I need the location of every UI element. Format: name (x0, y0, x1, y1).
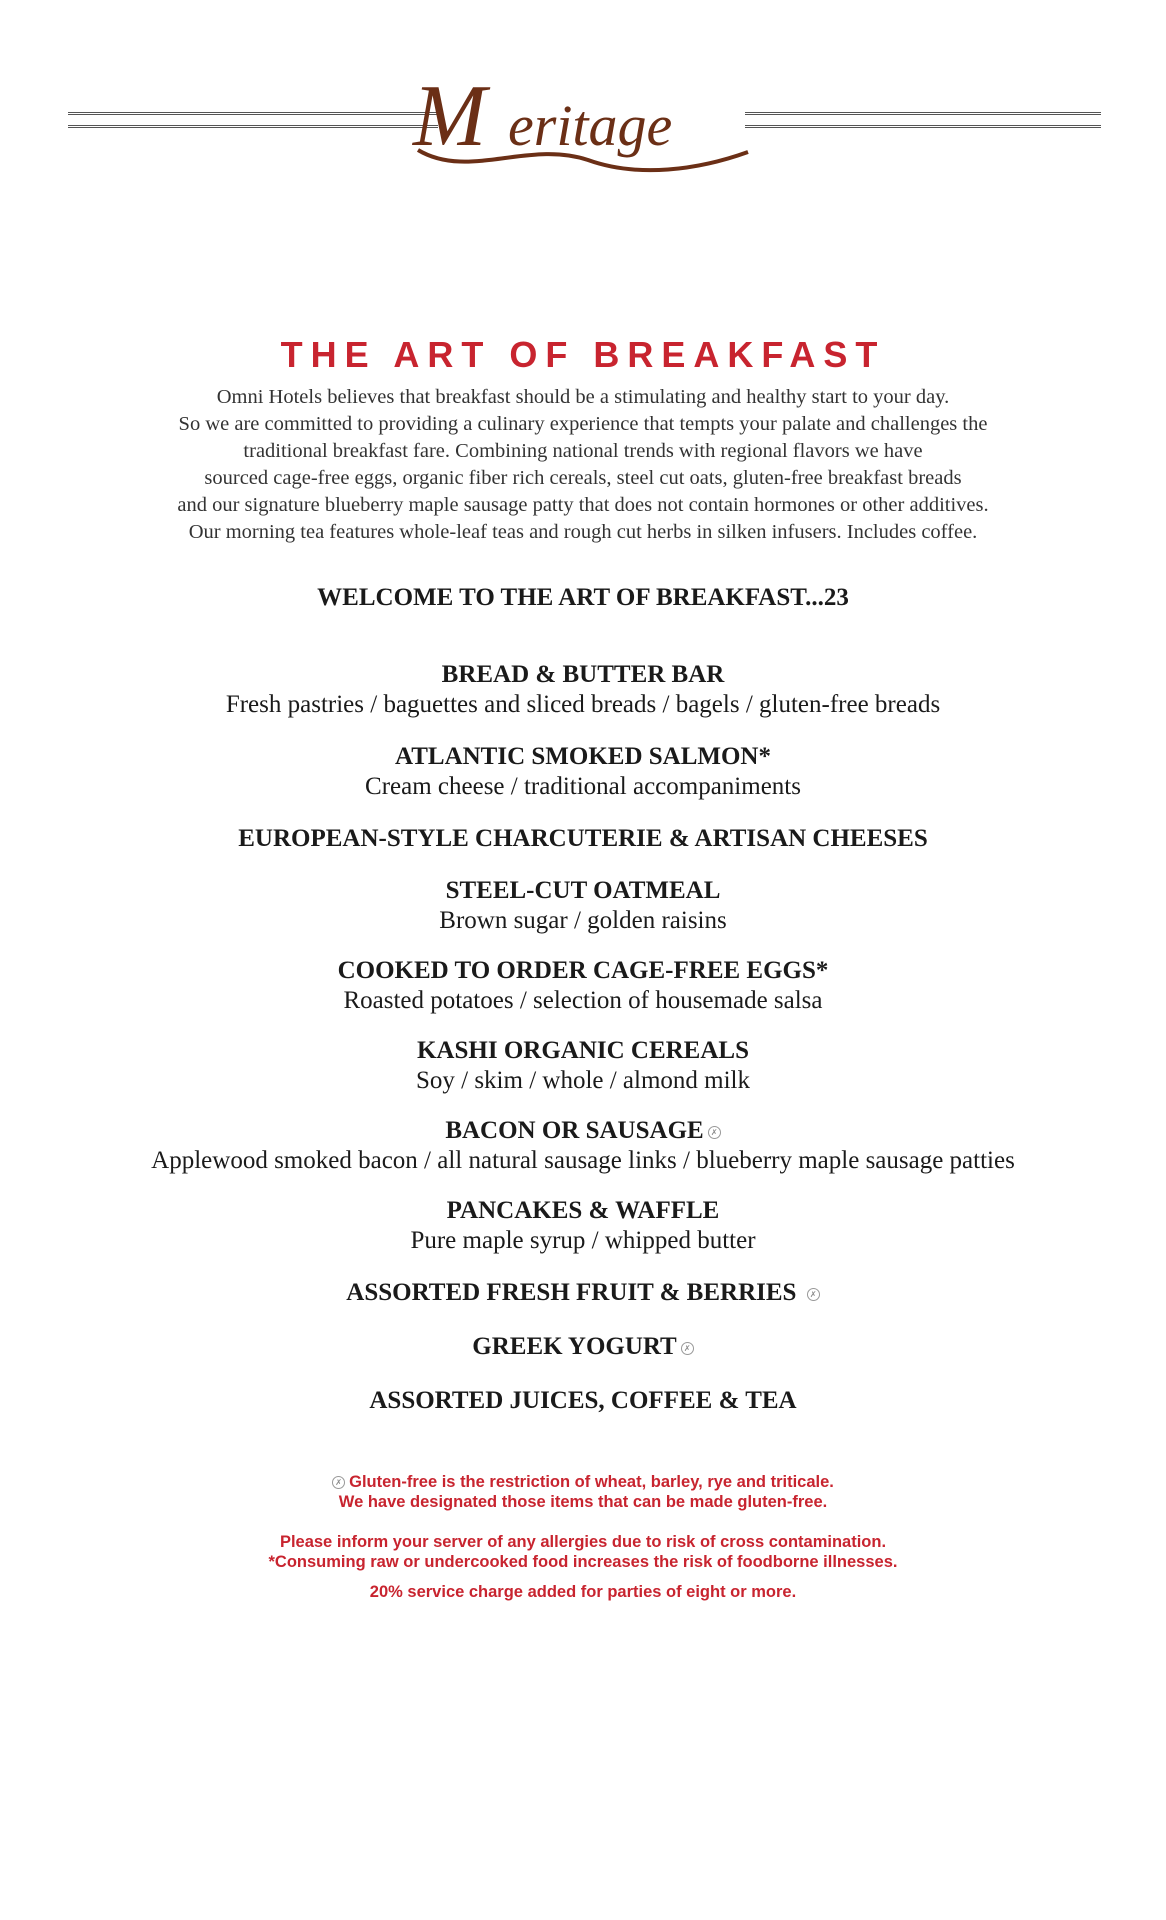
menu-item-desc: Applewood smoked bacon / all natural sausage links / blueberry maple sausage patties (151, 1147, 1015, 1174)
menu-item-name: PANCAKES & WAFFLE (446, 1197, 720, 1224)
menu-item (0, 1332, 1166, 1386)
logo-header (0, 60, 1166, 190)
menu-item (0, 1278, 1166, 1332)
welcome-price: ...23 (805, 584, 849, 611)
menu-item-name: EUROPEAN-STYLE CHARCUTERIE & ARTISAN CHEESES (238, 825, 928, 852)
footer-notes (0, 1472, 1166, 1602)
menu-item-name-text: BACON OR SAUSAGE (445, 1117, 704, 1144)
menu-item-desc: Brown sugar / golden raisins (439, 907, 727, 934)
menu-item (0, 660, 1166, 742)
menu-item-name: COOKED TO ORDER CAGE-FREE EGGS* (337, 957, 829, 984)
meritage-logo (408, 60, 758, 190)
menu-item-desc: Pure maple syrup / whipped butter (410, 1227, 756, 1254)
gluten-free-icon: ✗ (708, 1126, 721, 1139)
menu-item (0, 876, 1166, 956)
gluten-free-icon: ✗ (681, 1342, 694, 1355)
gf-note-1 (0, 1472, 1166, 1492)
decorative-rule-right (745, 112, 1101, 128)
menu-item (0, 1196, 1166, 1278)
gluten-free-icon: ✗ (332, 1476, 345, 1489)
menu-item-name: KASHI ORGANIC CEREALS (416, 1037, 749, 1064)
page-title: THE ART OF BREAKFAST (280, 334, 886, 375)
intro-line: So we are committed to providing a culinary experience that tempts your palate and challenges the (178, 413, 988, 435)
welcome-heading (0, 584, 1166, 612)
raw-food-note: *Consuming raw or undercooked food increases the risk of foodborne illnesses. (268, 1553, 898, 1571)
menu-item (0, 1036, 1166, 1116)
menu-item-name: ASSORTED JUICES, COFFEE & TEA (369, 1387, 797, 1414)
gluten-free-icon: ✗ (807, 1288, 820, 1301)
logo-wordmark: eritage (508, 93, 673, 158)
intro-line: Our morning tea features whole-leaf teas and rough cut herbs in silken infusers. Includes coffee. (188, 521, 978, 543)
menu-item-desc: Roasted potatoes / selection of housemade salsa (343, 987, 823, 1014)
welcome-label: WELCOME TO THE ART OF BREAKFAST (317, 584, 806, 611)
menu-item-name: BREAD & BUTTER BAR (441, 661, 725, 688)
intro-paragraph (120, 384, 1046, 546)
intro-line: traditional breakfast fare. Combining national trends with regional flavors we have (243, 440, 923, 462)
allergy-note: Please inform your server of any allergies due to risk of cross contamination. (279, 1533, 887, 1551)
menu-item-name (0, 1278, 1166, 1308)
menu-item-name (0, 1332, 1166, 1362)
menu-list (0, 660, 1166, 1426)
service-charge-note: 20% service charge added for parties of eight or more. (369, 1583, 797, 1601)
menu-item-name: STEEL-CUT OATMEAL (445, 877, 721, 904)
menu-item-name-text: ASSORTED FRESH FRUIT & BERRIES (346, 1279, 797, 1306)
intro-line: and our signature blueberry maple sausage patty that does not contain hormones or other additives. (177, 494, 989, 516)
logo-letter-m: M (413, 68, 487, 165)
decorative-rule-left (68, 112, 438, 128)
menu-item (0, 1386, 1166, 1426)
menu-item-name (0, 1116, 1166, 1146)
menu-item-name: ATLANTIC SMOKED SALMON* (395, 743, 771, 770)
intro-line: Omni Hotels believes that breakfast should be a stimulating and healthy start to your day. (216, 386, 950, 408)
menu-item-desc: Fresh pastries / baguettes and sliced breads / bagels / gluten-free breads (225, 691, 941, 718)
menu-item-desc: Soy / skim / whole / almond milk (415, 1067, 751, 1094)
menu-item (0, 956, 1166, 1036)
menu-item-name-text: GREEK YOGURT (472, 1333, 677, 1360)
gf-note-2: We have designated those items that can be made gluten-free. (338, 1493, 828, 1511)
gf-note-1-text: Gluten-free is the restriction of wheat, barley, rye and triticale. (349, 1473, 834, 1491)
menu-item (0, 1116, 1166, 1196)
intro-line: sourced cage-free eggs, organic fiber rich cereals, steel cut oats, gluten-free breakfast breads (204, 467, 962, 489)
menu-item (0, 824, 1166, 876)
menu-item (0, 742, 1166, 824)
menu-item-desc: Cream cheese / traditional accompaniments (365, 773, 801, 800)
